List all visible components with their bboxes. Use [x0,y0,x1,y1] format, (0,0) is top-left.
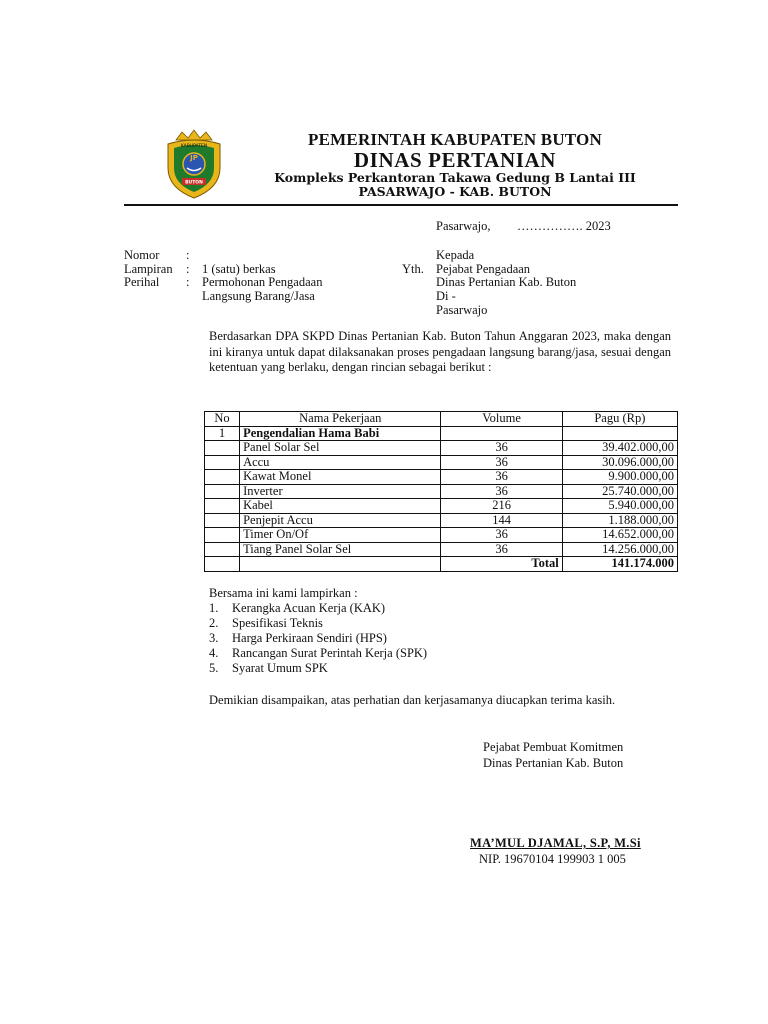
lampiran-colon: : [186,262,190,276]
row-name: Panel Solar Sel [240,441,441,456]
row-name: Tiang Panel Solar Sel [240,542,441,557]
table-row [205,499,678,514]
table-row [205,542,678,557]
procurement-table [204,411,678,572]
signer-title: Pejabat Pembuat Komitmen [483,740,624,754]
logo-text-mid: JP [190,154,198,162]
table-row [205,513,678,528]
perihal-colon: : [186,275,190,289]
row-volume: 36 [441,542,562,557]
row-volume: 36 [441,455,562,470]
list-item: 1. Kerangka Acuan Kerja (KAK) [209,601,386,615]
recipient-line1: Pejabat Pengadaan [436,262,531,276]
lampiran-label: Lampiran [124,262,173,276]
perihal-label: Perihal [124,275,160,289]
list-item: 2. Spesifikasi Teknis [209,616,323,630]
letterhead-divider [124,204,678,206]
recipient-kepada: Kepada [436,248,475,262]
buton-regency-emblem-logo [162,128,226,200]
row-name: Inverter [240,484,441,499]
row-volume: 144 [441,513,562,528]
logo-text-bottom: BUTON [185,180,203,186]
list-item: 4. Rancangan Surat Perintah Kerja (SPK) [209,646,428,660]
header-volume: Volume [441,412,562,427]
header-no: No [205,412,240,427]
group-name: Pengendalian Hama Babi [240,426,441,441]
recipient-line2: Dinas Pertanian Kab. Buton [436,275,577,289]
recipient-line3: Di - [436,289,456,303]
row-pagu: 14.652.000,00 [562,528,677,543]
row-name: Timer On/Of [240,528,441,543]
row-pagu: 14.256.000,00 [562,542,677,557]
header-pagu: Pagu (Rp) [562,412,677,427]
lampiran-value: 1 (satu) berkas [202,262,276,276]
row-pagu: 9.900.000,00 [562,470,677,485]
header-name: Nama Pekerjaan [240,412,441,427]
table-total-row [205,557,678,572]
row-name: Penjepit Accu [240,513,441,528]
row-name: Kawat Monel [240,470,441,485]
row-name: Accu [240,455,441,470]
table-row [205,441,678,456]
logo-text-top: KABUPATEN [180,144,208,149]
row-pagu: 30.096.000,00 [562,455,677,470]
row-pagu: 39.402.000,00 [562,441,677,456]
list-item: 5. Syarat Umum SPK [209,661,328,675]
row-volume: 36 [441,484,562,499]
row-pagu: 5.940.000,00 [562,499,677,514]
list-item: 3. Harga Perkiraan Sendiri (HPS) [209,631,387,645]
group-volume [441,426,562,441]
row-volume: 36 [441,470,562,485]
row-volume: 216 [441,499,562,514]
date-value: ……………. 2023 [517,219,611,233]
table-row [205,528,678,543]
row-pagu: 25.740.000,00 [562,484,677,499]
letterhead-address: Kompleks Perkantoran Takawa Gedung B Lantai III [274,170,636,185]
perihal-value-line2: Langsung Barang/Jasa [202,289,315,303]
letterhead-agency: DINAS PERTANIAN [353,148,557,172]
row-volume: 36 [441,528,562,543]
closing-sentence: Demikian disampaikan, atas perhatian dan kerjasamanya diucapkan terima kasih. [209,693,616,707]
table-group-row [205,426,678,441]
row-name: Kabel [240,499,441,514]
attachments-intro: Bersama ini kami lampirkan : [209,586,358,600]
nomor-label: Nomor [124,248,160,262]
row-volume: 36 [441,441,562,456]
table-row [205,484,678,499]
nomor-colon: : [186,248,190,262]
total-label: Total [441,557,562,572]
signer-nip: NIP. 19670104 199903 1 005 [479,852,626,866]
signer-name: MA’MUL DJAMAL, S.P, M.Si [470,836,641,850]
table-row [205,455,678,470]
letterhead-government: PEMERINTAH KABUPATEN BUTON [308,130,602,149]
body-paragraph: Berdasarkan DPA SKPD Dinas Pertanian Kab. Buton Tahun Anggaran 2023, maka dengan ini kiranya untuk dapat dilaksanakan proses pengadaan langsung barang/jasa, sesuai dengan ketentuan yang berlaku, dengan rincian sebagai berikut : [209,329,671,374]
signer-agency: Dinas Pertanian Kab. Buton [483,756,624,770]
group-pagu [562,426,677,441]
group-no: 1 [205,426,240,441]
perihal-value-line1: Permohonan Pengadaan [202,275,323,289]
recipient-yth: Yth. [402,262,424,276]
row-pagu: 1.188.000,00 [562,513,677,528]
letterhead-city: PASARWAJO - KAB. BUTON [358,184,552,199]
recipient-line4: Pasarwajo [436,303,488,317]
total-value: 141.174.000 [562,557,677,572]
table-row [205,470,678,485]
place-label: Pasarwajo, [436,219,491,233]
table-header-row [205,412,678,427]
attachments-list [209,586,427,676]
